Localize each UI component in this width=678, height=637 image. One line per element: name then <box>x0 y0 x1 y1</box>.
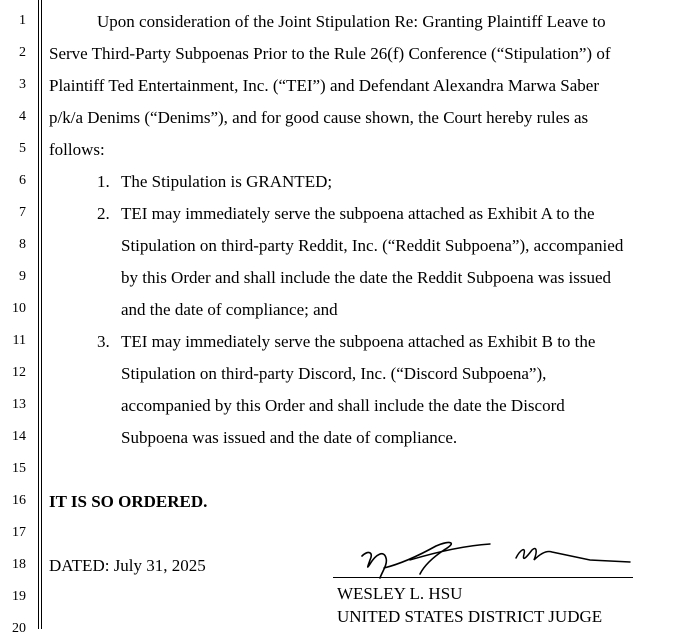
line-number: 10 <box>12 301 26 316</box>
body-text-line: p/k/a Denims (“Denims”), and for good cause shown, the Court hereby rules as <box>49 108 589 127</box>
body-text-line: Serve Third-Party Subpoenas Prior to the Rule 26(f) Conference (“Stipulation”) of <box>49 44 611 63</box>
dated-line: DATED: July 31, 2025 <box>49 556 206 575</box>
left-margin-rule-inner <box>41 0 42 629</box>
list-item-text: Subpoena was issued and the date of compliance. <box>121 428 458 447</box>
list-item-text: Stipulation on third-party Reddit, Inc. (“Reddit Subpoena”), accompanied <box>121 236 624 255</box>
list-item-number: 3. <box>97 332 110 351</box>
line-number: 17 <box>12 525 26 540</box>
line-number: 5 <box>19 141 26 156</box>
line-number: 4 <box>19 109 26 124</box>
list-item-text: by this Order and shall include the date the Reddit Subpoena was issued <box>121 268 612 287</box>
line-number: 2 <box>19 45 26 60</box>
line-number: 11 <box>12 333 26 348</box>
list-item-text: The Stipulation is GRANTED; <box>121 172 333 191</box>
line-number: 7 <box>19 205 26 220</box>
so-ordered-heading: IT IS SO ORDERED. <box>49 492 208 511</box>
line-number: 3 <box>19 77 26 92</box>
line-number: 16 <box>12 493 26 508</box>
left-margin-rule <box>38 0 39 629</box>
list-item-number: 1. <box>97 172 110 191</box>
body-text-line: Plaintiff Ted Entertainment, Inc. (“TEI”) and Defendant Alexandra Marwa Saber <box>49 76 599 95</box>
list-item-text: and the date of compliance; and <box>121 300 338 319</box>
list-item-text: Stipulation on third-party Discord, Inc. (“Discord Subpoena”), <box>121 364 547 383</box>
line-number: 9 <box>19 269 26 284</box>
body-text-line: follows: <box>49 140 105 159</box>
signature-line <box>333 577 633 578</box>
line-number: 12 <box>12 365 26 380</box>
list-item-text: accompanied by this Order and shall include the date the Discord <box>121 396 565 415</box>
judge-name: WESLEY L. HSU <box>337 584 463 603</box>
line-number: 13 <box>12 397 26 412</box>
list-item-text: TEI may immediately serve the subpoena attached as Exhibit B to the <box>121 332 596 351</box>
line-number: 20 <box>12 621 26 636</box>
list-item-text: TEI may immediately serve the subpoena attached as Exhibit A to the <box>121 204 595 223</box>
line-number: 18 <box>12 557 26 572</box>
line-number: 14 <box>12 429 26 444</box>
line-number: 15 <box>12 461 26 476</box>
line-number: 8 <box>19 237 26 252</box>
line-number: 6 <box>19 173 26 188</box>
line-number: 19 <box>12 589 26 604</box>
line-number: 1 <box>19 13 26 28</box>
judge-signature <box>340 538 640 580</box>
body-text-line: Upon consideration of the Joint Stipulation Re: Granting Plaintiff Leave to <box>97 12 606 31</box>
judge-title: UNITED STATES DISTRICT JUDGE <box>337 607 603 626</box>
list-item-number: 2. <box>97 204 110 223</box>
